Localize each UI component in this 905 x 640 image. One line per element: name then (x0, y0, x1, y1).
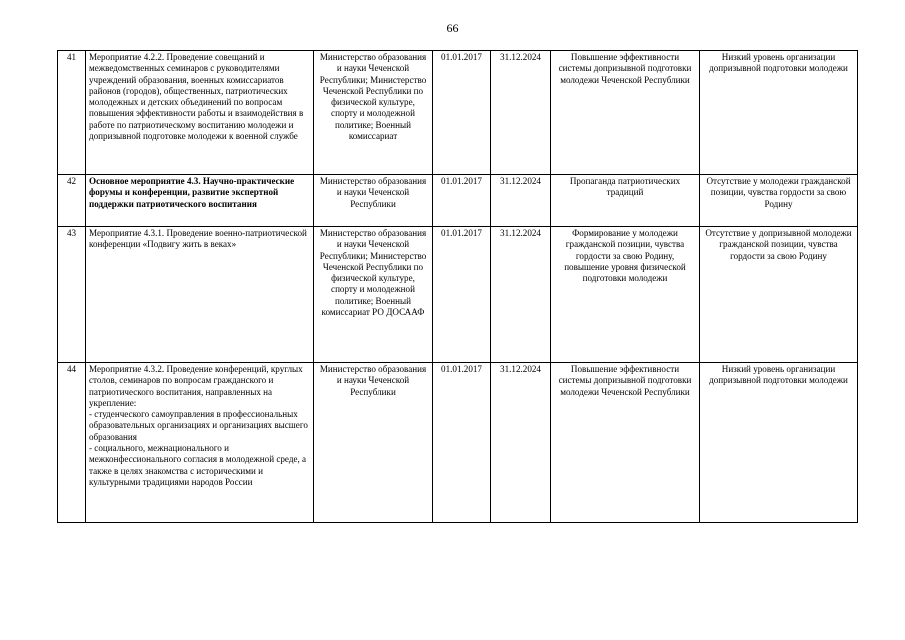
row-number: 42 (58, 175, 86, 227)
end-date: 31.12.2024 (491, 51, 551, 175)
expected-result: Пропаганда патриотических традиций (551, 175, 700, 227)
table-row (58, 51, 858, 175)
event-description: Мероприятие 4.3.1. Проведение военно-патриотической конференции «Подвигу жить в веках» (86, 227, 314, 363)
row-number: 44 (58, 363, 86, 523)
start-date: 01.01.2017 (433, 227, 491, 363)
page-number: 66 (446, 21, 459, 35)
consequence-of-non-implementation: Отсутствие у допризывной молодежи гражданской позиции, чувства гордости за свою Родину (700, 227, 858, 363)
responsible-executor: Министерство образования и науки Чеченской Республики; Министерство Чеченской Республики по физической культуре, спорту и молодежной политике; Военный комиссариат (314, 51, 433, 175)
responsible-executor: Министерство образования и науки Чеченской Республики; Министерство Чеченской Республики по физической культуре, спорту и молодежной политике; Военный комиссариат РО ДОСААФ (314, 227, 433, 363)
end-date: 31.12.2024 (491, 175, 551, 227)
event-description: Мероприятие 4.2.2. Проведение совещаний и межведомственных семинаров с руководителями учреждений образования, военных комиссариатов районов (городов), общественных, патриотических молодежных и детских объединений по вопросам повышения эффективности работы и взаимодействия в работе по патриотическому воспитанию молодежи и допризывной подготовке молодежи к военной службе (86, 51, 314, 175)
expected-result: Повышение эффективности системы допризывной подготовки молодежи Чеченской Республики (551, 363, 700, 523)
event-description: Основное мероприятие 4.3. Научно-практические форумы и конференции, развитие экспертной поддержки патриотического воспитания (86, 175, 314, 227)
table-row (58, 363, 858, 523)
table-row (58, 227, 858, 363)
event-description: Мероприятие 4.3.2. Проведение конференций, круглых столов, семинаров по вопросам гражданского и патриотического воспитания, направленных на укрепление: - студенческого самоуправления в профессиональных образовательных организациях и организациях высшего образования - социального, межнационального и межконфессионального согласия в молодежной среде, а также в целях знакомства с историческими и культурными традициями народов России (86, 363, 314, 523)
expected-result: Повышение эффективности системы допризывной подготовки молодежи Чеченской Республики (551, 51, 700, 175)
end-date: 31.12.2024 (491, 363, 551, 523)
end-date: 31.12.2024 (491, 227, 551, 363)
consequence-of-non-implementation: Низкий уровень организации допризывной подготовки молодежи (700, 363, 858, 523)
row-number: 43 (58, 227, 86, 363)
start-date: 01.01.2017 (433, 51, 491, 175)
table-row (58, 175, 858, 227)
expected-result: Формирование у молодежи гражданской позиции, чувства гордости за свою Родину, повышение уровня физической подготовки молодежи (551, 227, 700, 363)
start-date: 01.01.2017 (433, 175, 491, 227)
start-date: 01.01.2017 (433, 363, 491, 523)
program-events-table (57, 50, 858, 523)
responsible-executor: Министерство образования и науки Чеченской Республики (314, 363, 433, 523)
consequence-of-non-implementation: Низкий уровень организации допризывной подготовки молодежи (700, 51, 858, 175)
consequence-of-non-implementation: Отсутствие у молодежи гражданской позиции, чувства гордости за свою Родину (700, 175, 858, 227)
responsible-executor: Министерство образования и науки Чеченской Республики (314, 175, 433, 227)
row-number: 41 (58, 51, 86, 175)
